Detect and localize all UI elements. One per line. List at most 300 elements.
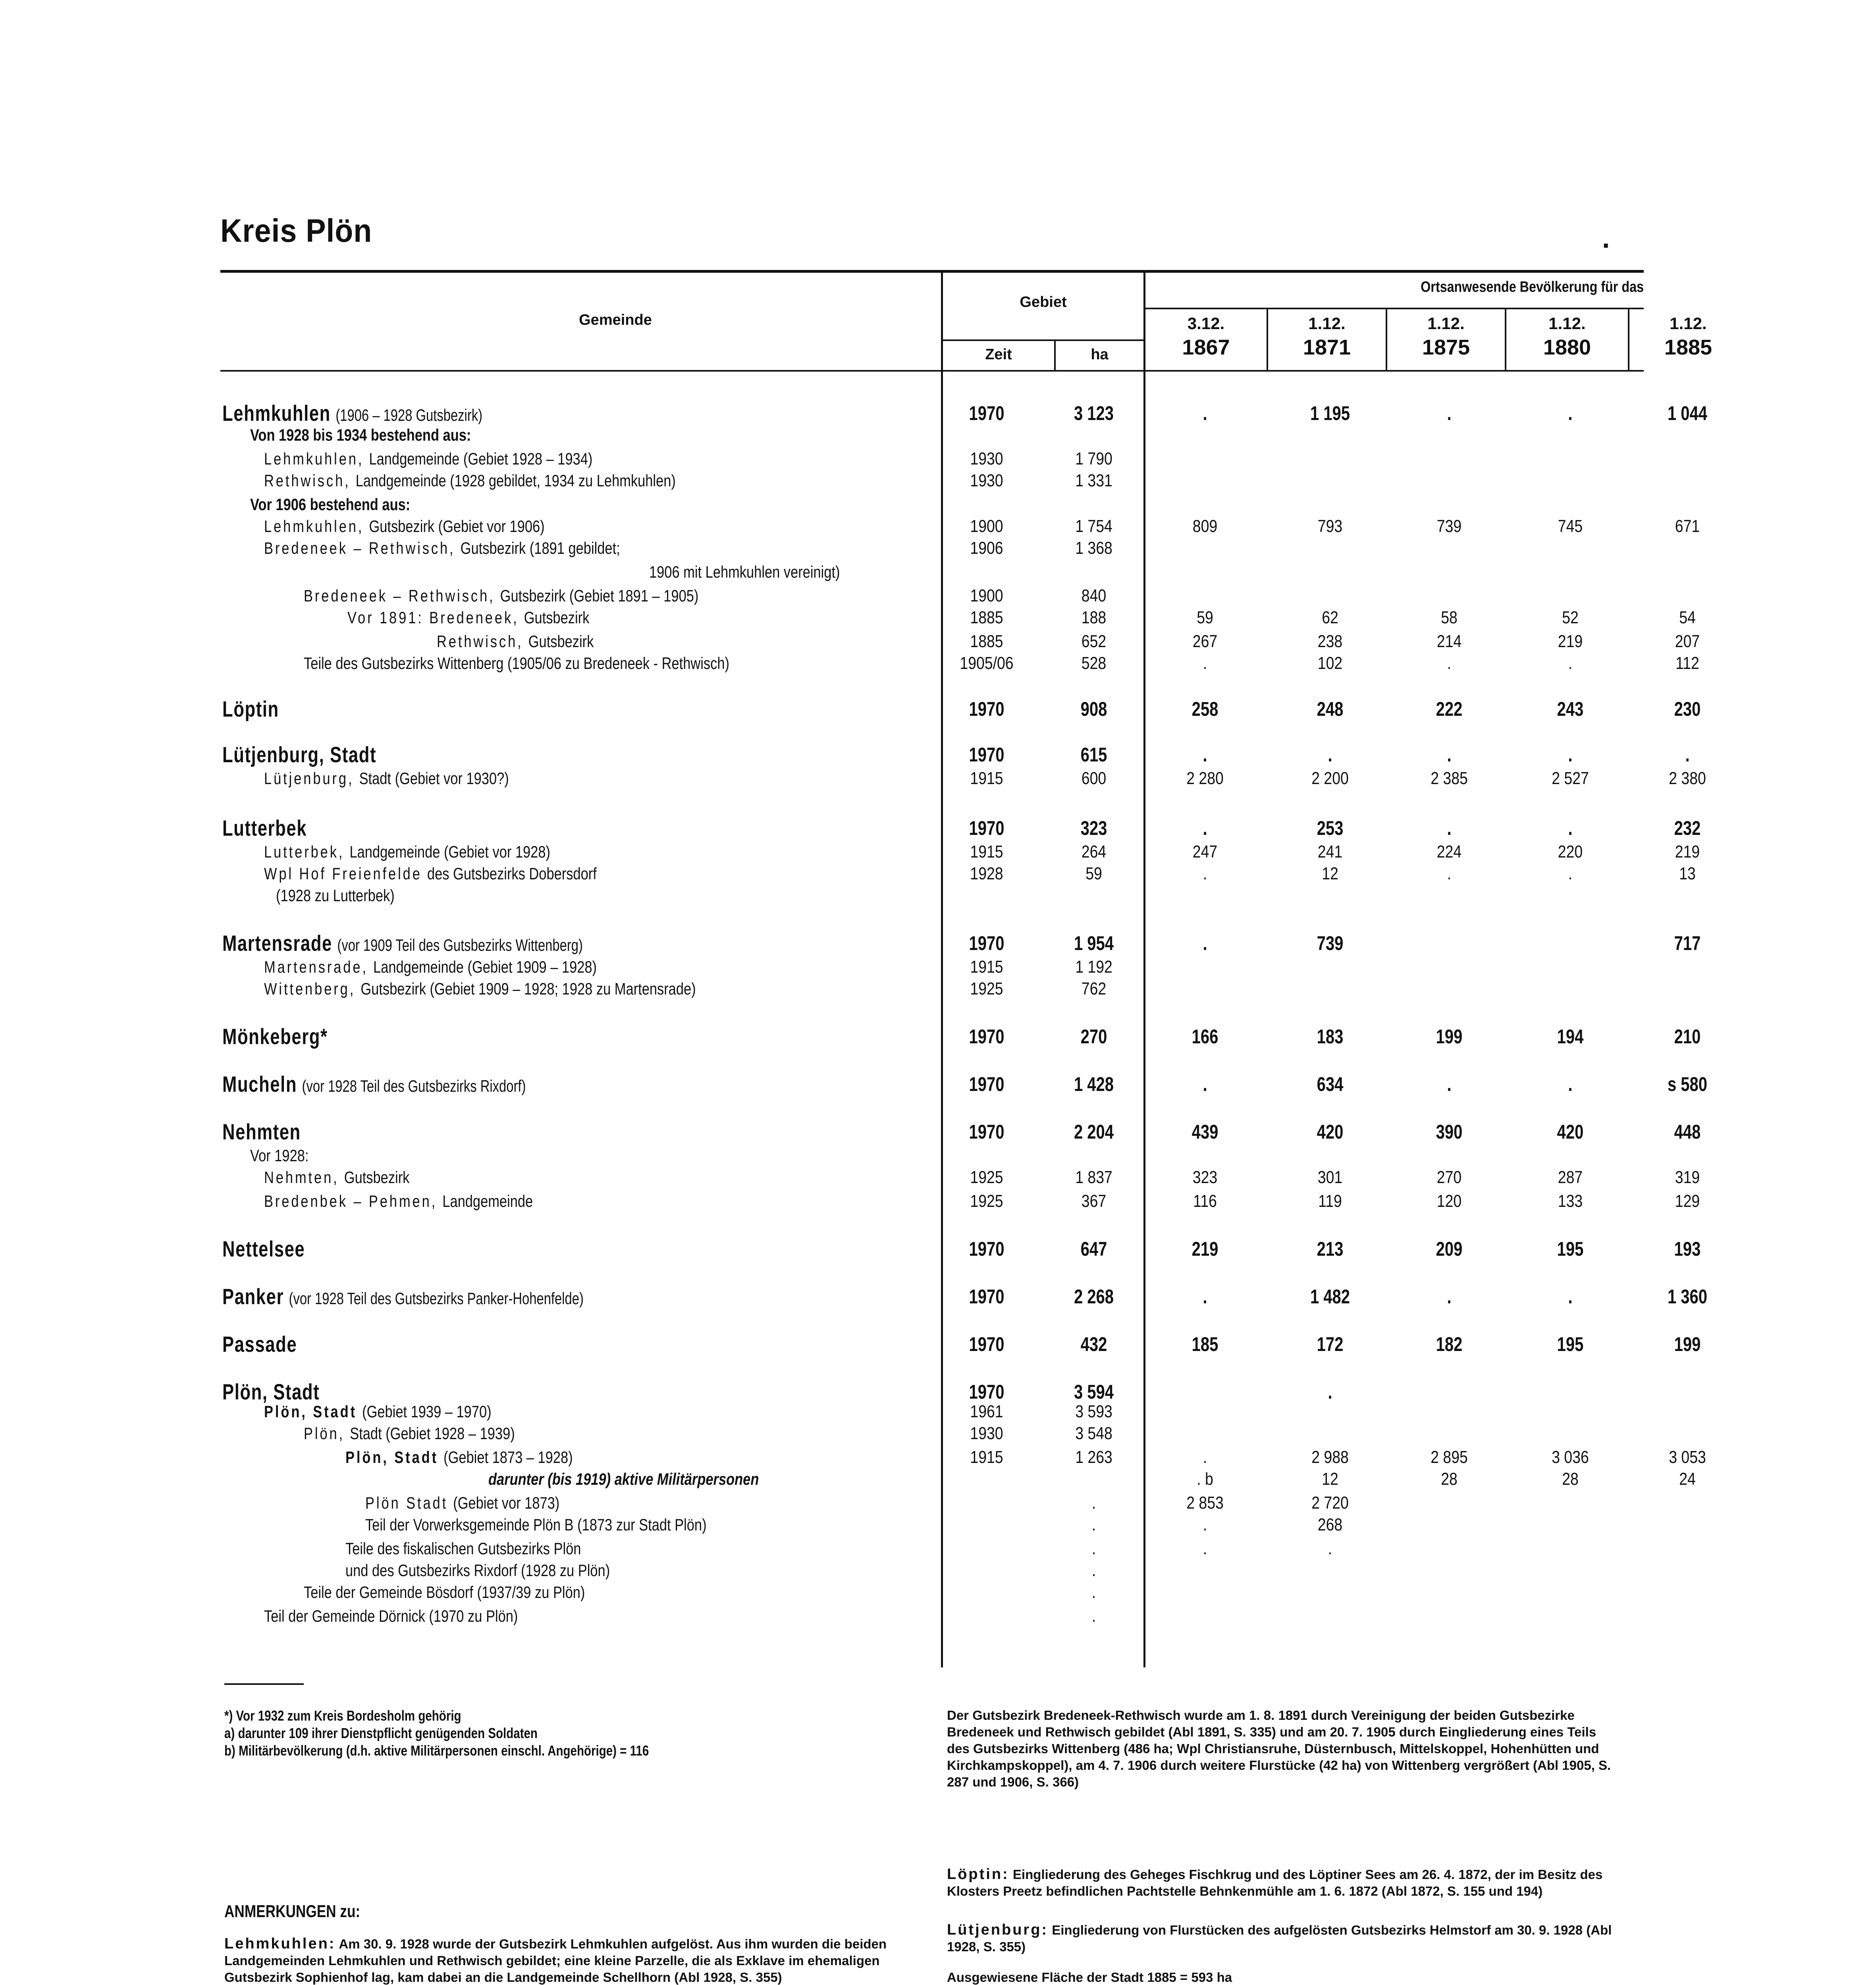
- cell-v4: 195: [1557, 1238, 1584, 1260]
- gemeinde-note: Gutsbezirk (Gebiet 1891 – 1905): [500, 586, 699, 605]
- gemeinde-label: Von 1928 bis 1934 bestehend aus:: [250, 426, 471, 444]
- gemeinde-label: Teil der Gemeinde Dörnick (1970 zu Plön): [264, 1607, 518, 1625]
- cell-v2: 739: [1317, 932, 1344, 954]
- gemeinde-label: Lutterbek,: [264, 842, 345, 861]
- cell-zeit: 1925: [970, 1191, 1003, 1211]
- annotation-note: [947, 1866, 1622, 1900]
- gemeinde-label: Martensrade: [222, 931, 332, 956]
- cell-zeit: 1900: [970, 516, 1003, 536]
- cell-zeit: 1970: [969, 1025, 1005, 1048]
- gemeinde-name: [304, 584, 698, 608]
- gemeinde-label: Lütjenburg,: [264, 769, 354, 788]
- gemeinde-name: [264, 1165, 409, 1190]
- gemeinde-name: [222, 1237, 305, 1261]
- table-row: [0, 1284, 1876, 1309]
- cell-v5: 54: [1679, 608, 1696, 627]
- gemeinde-name: [488, 1467, 759, 1492]
- cell-v2: 62: [1322, 608, 1338, 627]
- cell-v2: 1 195: [1310, 402, 1350, 424]
- cell-zeit: 1970: [969, 1285, 1005, 1308]
- header-date-2: 1.12. 1871: [1303, 314, 1351, 359]
- cell-v4: 219: [1558, 632, 1583, 651]
- gemeinde-name: [304, 651, 729, 676]
- cell-v3: 199: [1436, 1025, 1463, 1048]
- gemeinde-note: Gutsbezirk: [528, 632, 594, 651]
- cell-ha: 1 954: [1074, 932, 1114, 954]
- table-row: [0, 468, 1876, 493]
- cell-v5: 319: [1675, 1168, 1700, 1187]
- cell-v4: .: [1568, 1073, 1573, 1095]
- header-date-1: 3.12. 1867: [1182, 314, 1230, 359]
- gemeinde-name: [276, 883, 395, 908]
- cell-v3: 28: [1441, 1469, 1458, 1489]
- gemeinde-name: [437, 629, 594, 654]
- cell-v2: 634: [1317, 1073, 1344, 1095]
- gemeinde-label: Passade: [222, 1332, 297, 1357]
- table-row: [0, 977, 1876, 1001]
- table-row: [0, 1513, 1876, 1537]
- annotation-text: Am 30. 9. 1928 wurde der Gutsbezirk Lehmkuhlen aufgelöst. Aus ihm wurden die beiden Landgemeinden Lehmkuhlen und Rethwisch gebildet; eine kleine Parzelle, die als Exklave im ehemaligen Gutsbezirk Sophienhof lag, kam dabei an die Landgemeinde Schellhorn (Abl 1928, S. 355): [224, 1937, 887, 1985]
- cell-v2: 2 720: [1311, 1493, 1349, 1513]
- gemeinde-label: Vor 1928:: [250, 1146, 309, 1165]
- table-row: [0, 605, 1876, 630]
- cell-zeit: 1930: [970, 449, 1003, 468]
- cell-v3: 58: [1441, 608, 1458, 627]
- header-bevoelkerung: Ortsanwesende Bevölkerung für das: [1421, 279, 1644, 295]
- annotation-text: Ausgewiesene Fläche der Stadt 1885 = 593 ha: [947, 1970, 1232, 1985]
- table-row: [0, 1445, 1876, 1470]
- cell-v4: .: [1568, 402, 1573, 424]
- cell-zeit: 1970: [969, 744, 1005, 766]
- cell-v5: 207: [1675, 632, 1700, 651]
- cell-zeit: 1930: [970, 1424, 1003, 1443]
- cell-v3: 2 895: [1431, 1447, 1468, 1467]
- cell-zeit: 1970: [969, 698, 1005, 720]
- cell-zeit: 1925: [970, 1168, 1003, 1187]
- table-row: [0, 861, 1876, 886]
- cell-v5: 1 044: [1667, 402, 1708, 424]
- gemeinde-label: und des Gutsbezirks Rixdorf (1928 zu Plön): [345, 1561, 610, 1580]
- gemeinde-label: Teile des fiskalischen Gutsbezirks Plön: [345, 1539, 581, 1558]
- cell-v1: .: [1203, 744, 1207, 766]
- cell-v3: .: [1447, 744, 1452, 766]
- cell-v3: 214: [1436, 632, 1462, 651]
- annotation-label: Löptin:: [947, 1866, 1009, 1883]
- cell-zeit: 1928: [970, 864, 1003, 883]
- cell-ha: 59: [1085, 864, 1102, 883]
- gemeinde-label: Plön,: [304, 1424, 345, 1443]
- gemeinde-note: Gutsbezirk: [344, 1168, 410, 1187]
- gemeinde-label: Lehmkuhlen,: [264, 449, 364, 468]
- cell-v5: 717: [1674, 932, 1701, 954]
- gemeinde-name: [222, 931, 583, 958]
- gemeinde-label: Vor 1891: Bredeneek,: [347, 608, 519, 627]
- cell-zeit: 1970: [969, 817, 1005, 839]
- table-row: [0, 651, 1876, 676]
- table-row: [0, 1558, 1876, 1583]
- cell-zeit: 1885: [970, 608, 1003, 627]
- header-zeit: Zeit: [985, 346, 1012, 363]
- table-row: [0, 536, 1876, 561]
- cell-zeit: 1961: [970, 1402, 1003, 1421]
- gemeinde-label: Bredeneek – Rethwisch,: [304, 586, 495, 605]
- gemeinde-label: Plön, Stadt: [345, 1448, 438, 1467]
- cell-ha: .: [1091, 1493, 1096, 1513]
- cell-v1: .: [1203, 1539, 1207, 1558]
- table-row: [0, 492, 1876, 517]
- cell-zeit: 1970: [969, 1121, 1005, 1143]
- cell-v3: .: [1447, 864, 1452, 883]
- cell-v4: 194: [1557, 1025, 1584, 1048]
- table-row: [0, 447, 1876, 471]
- cell-v4: 287: [1558, 1168, 1583, 1187]
- cell-ha: 528: [1081, 653, 1107, 673]
- cell-v4: 52: [1562, 608, 1579, 627]
- cell-zeit: 1930: [970, 471, 1003, 490]
- gemeinde-note: (Gebiet 1873 – 1928): [443, 1448, 573, 1467]
- footnote-b: b) Militärbevölkerung (d.h. aktive Militärpersonen einschl. Angehörige) = 116: [224, 1742, 649, 1759]
- cell-v3: .: [1447, 402, 1452, 424]
- gemeinde-note: Landgemeinde (Gebiet vor 1928): [349, 842, 550, 861]
- table-row: [0, 1604, 1876, 1628]
- cell-v1: .: [1203, 932, 1207, 954]
- gemeinde-label: Rethwisch,: [264, 471, 351, 490]
- cell-v1: 166: [1192, 1025, 1219, 1048]
- annotation-note: [947, 1969, 1622, 1985]
- cell-v2: 102: [1317, 653, 1343, 673]
- gemeinde-name: [264, 1399, 492, 1424]
- table-row: [0, 1024, 1876, 1049]
- annotation-label: Lütjenburg:: [947, 1921, 1049, 1938]
- gemeinde-label: Vor 1906 bestehend aus:: [250, 495, 411, 514]
- cell-v4: .: [1568, 744, 1573, 766]
- cell-v5: 3 053: [1669, 1447, 1706, 1467]
- gemeinde-name: [264, 1604, 518, 1628]
- gemeinde-name: [222, 1120, 301, 1144]
- cell-ha: 1 192: [1075, 957, 1112, 977]
- gemeinde-label: Plön, Stadt: [264, 1402, 357, 1421]
- gemeinde-name: [250, 1143, 308, 1168]
- cell-v1: 2 280: [1186, 769, 1224, 788]
- cell-ha: 652: [1081, 632, 1107, 651]
- cell-v4: 28: [1562, 1469, 1579, 1489]
- gemeinde-label: Mucheln: [222, 1072, 297, 1097]
- cell-ha: 188: [1081, 608, 1107, 627]
- cell-v3: 209: [1436, 1238, 1463, 1260]
- gemeinde-note: Gutsbezirk (Gebiet 1909 – 1928; 1928 zu Martensrade): [361, 979, 696, 998]
- gemeinde-name: [222, 1284, 584, 1311]
- cell-v5: 13: [1679, 864, 1696, 883]
- cell-ha: 1 837: [1075, 1168, 1112, 1187]
- cell-ha: 1 368: [1075, 538, 1112, 558]
- cell-v2: 253: [1317, 817, 1344, 839]
- cell-v1: 247: [1192, 842, 1218, 861]
- cell-ha: 762: [1081, 979, 1107, 998]
- footnote-star: *) Vor 1932 zum Kreis Bordesholm gehörig: [224, 1707, 461, 1724]
- cell-v4: .: [1568, 1285, 1573, 1308]
- cell-v1: .: [1203, 402, 1207, 424]
- gemeinde-label: Lutterbek: [222, 815, 307, 840]
- table-row: [0, 1072, 1876, 1097]
- cell-v5: 129: [1675, 1191, 1700, 1211]
- cell-zeit: 1970: [969, 932, 1005, 954]
- cell-zeit: 1906: [970, 538, 1003, 558]
- cell-v2: 119: [1318, 1191, 1342, 1211]
- cell-ha: 647: [1080, 1238, 1107, 1260]
- cell-v2: 2 200: [1311, 769, 1349, 788]
- gemeinde-label: Bredeneek – Rethwisch,: [264, 539, 455, 557]
- table-row: [0, 560, 1876, 584]
- cell-v2: 238: [1317, 632, 1343, 651]
- table-row: [0, 742, 1876, 767]
- header-date-4: 1.12. 1880: [1543, 314, 1591, 359]
- cell-v4: 2 527: [1552, 769, 1589, 788]
- cell-v1: 185: [1192, 1333, 1219, 1355]
- cell-zeit: 1970: [969, 1381, 1005, 1403]
- header-gebiet: Gebiet: [1020, 294, 1067, 310]
- cell-ha: .: [1091, 1561, 1096, 1580]
- cell-v4: 243: [1557, 698, 1584, 720]
- header-gemeinde: Gemeinde: [579, 312, 652, 328]
- cell-v3: 2 385: [1431, 769, 1468, 788]
- cell-ha: 1 263: [1075, 1447, 1112, 1467]
- cell-v2: 213: [1317, 1238, 1344, 1260]
- cell-ha: 3 594: [1074, 1381, 1114, 1403]
- gemeinde-note: Landgemeinde (1928 gebildet, 1934 zu Lehmkuhlen): [355, 471, 676, 490]
- cell-ha: 840: [1081, 586, 1107, 605]
- cell-v3: .: [1447, 1073, 1452, 1095]
- gemeinde-name: [264, 468, 676, 493]
- cell-v3: .: [1447, 1285, 1452, 1308]
- table-row: [0, 1399, 1876, 1424]
- cell-v4: 420: [1557, 1121, 1584, 1143]
- cell-v2: 1 482: [1310, 1285, 1350, 1308]
- annotation-note: [224, 1935, 887, 1985]
- cell-v1: .: [1203, 864, 1207, 883]
- cell-ha: 367: [1081, 1191, 1107, 1211]
- cell-ha: 3 593: [1075, 1402, 1112, 1421]
- gebiet-subhead-rule: [941, 339, 1145, 341]
- cell-ha: 1 331: [1075, 471, 1112, 490]
- cell-v1: 219: [1192, 1238, 1219, 1260]
- table-row: [0, 423, 1876, 447]
- gemeinde-name: [222, 1024, 328, 1049]
- gemeinde-name: [264, 861, 597, 886]
- gemeinde-name: [222, 1332, 297, 1357]
- table-row: [0, 1467, 1876, 1492]
- table-row: [0, 931, 1876, 956]
- cell-v5: 230: [1674, 698, 1701, 720]
- cell-ha: 908: [1080, 698, 1107, 720]
- cell-v5: 232: [1674, 817, 1701, 839]
- gemeinde-label: Lehmkuhlen: [222, 401, 331, 426]
- gemeinde-name: [264, 977, 696, 1001]
- table-row: [0, 584, 1876, 608]
- cell-v4: .: [1568, 817, 1573, 839]
- table-row: [0, 1536, 1876, 1561]
- cell-ha: 600: [1081, 769, 1107, 788]
- gemeinde-note: (Gebiet 1939 – 1970): [362, 1402, 492, 1421]
- cell-v5: 24: [1679, 1469, 1696, 1489]
- header-date-5: 1.12. 1885: [1664, 314, 1712, 359]
- gemeinde-note: Gutsbezirk (1891 gebildet;: [460, 539, 620, 557]
- cell-zeit: 1905/06: [960, 653, 1014, 673]
- gemeinde-note: des Gutsbezirks Dobersdorf: [427, 864, 597, 883]
- cell-v1: .: [1203, 1515, 1207, 1534]
- title-mark: .: [1602, 223, 1610, 254]
- cell-v5: 193: [1674, 1238, 1701, 1260]
- cell-v5: 112: [1675, 653, 1699, 673]
- gemeinde-name: [649, 560, 840, 584]
- cell-zeit: 1915: [970, 842, 1003, 861]
- gemeinde-name: [250, 423, 471, 447]
- cell-zeit: 1915: [970, 1447, 1003, 1467]
- table-row: [0, 1580, 1876, 1605]
- cell-zeit: 1970: [969, 1073, 1005, 1095]
- cell-v1: 323: [1192, 1168, 1218, 1187]
- cell-v3: 224: [1436, 842, 1462, 861]
- gemeinde-note: Stadt (Gebiet 1928 – 1939): [350, 1424, 515, 1443]
- cell-v5: .: [1685, 744, 1690, 766]
- gemeinde-label: Wpl Hof Freienfelde: [264, 864, 422, 883]
- gemeinde-label: Mönkeberg*: [222, 1024, 328, 1049]
- cell-v1: .: [1203, 1447, 1207, 1467]
- cell-v5: 210: [1674, 1025, 1701, 1048]
- table-row: [0, 1189, 1876, 1214]
- gemeinde-name: [304, 1421, 515, 1446]
- table-row: [0, 514, 1876, 539]
- cell-v1: .: [1203, 817, 1207, 839]
- gemeinde-note: (Gebiet vor 1873): [453, 1494, 560, 1512]
- cell-zeit: 1900: [970, 586, 1003, 605]
- cell-ha: .: [1091, 1606, 1096, 1626]
- cell-ha: 3 548: [1075, 1424, 1112, 1443]
- cell-v5: 199: [1674, 1333, 1701, 1355]
- cell-v4: 133: [1558, 1191, 1583, 1211]
- gemeinde-note: Gutsbezirk: [524, 608, 590, 627]
- cell-v4: .: [1568, 864, 1573, 883]
- table-row: [0, 766, 1876, 791]
- table-row: [0, 955, 1876, 979]
- cell-v2: 172: [1317, 1333, 1344, 1355]
- cell-v1: 258: [1192, 698, 1219, 720]
- cell-v2: 2 988: [1311, 1447, 1349, 1467]
- cell-v5: s 580: [1667, 1073, 1708, 1095]
- table-row: [0, 1120, 1876, 1144]
- annotation-note: [947, 1921, 1622, 1955]
- footnote-a: a) darunter 109 ihrer Dienstpflicht genügenden Soldaten: [224, 1725, 538, 1741]
- cell-zeit: 1970: [969, 1238, 1005, 1260]
- cell-ha: 323: [1080, 817, 1107, 839]
- gemeinde-name: [365, 1491, 559, 1515]
- header-ha: ha: [1091, 346, 1109, 363]
- cell-v4: 745: [1558, 516, 1583, 536]
- table-row: [0, 1491, 1876, 1515]
- cell-v3: 120: [1436, 1191, 1462, 1211]
- gemeinde-name: [345, 1445, 573, 1470]
- table-row: [0, 816, 1876, 840]
- cell-v1: . b: [1197, 1469, 1213, 1489]
- cell-v2: .: [1328, 1381, 1332, 1403]
- gemeinde-name: [264, 514, 545, 539]
- gemeinde-note: (vor 1909 Teil des Gutsbezirks Wittenberg): [337, 936, 583, 954]
- gemeinde-note: (1906 – 1928 Gutsbezirk): [335, 406, 483, 424]
- gemeinde-label: Plön, Stadt: [222, 1379, 320, 1404]
- cell-ha: 3 123: [1074, 402, 1114, 424]
- cell-v3: 270: [1436, 1168, 1462, 1187]
- cell-ha: 2 268: [1074, 1285, 1114, 1308]
- header-bottom-rule: [220, 370, 1644, 372]
- bev-subhead-rule: [1143, 308, 1644, 309]
- cell-v3: .: [1447, 817, 1452, 839]
- gemeinde-label: darunter (bis 1919) aktive Militärpersonen: [488, 1470, 759, 1488]
- gemeinde-label: Bredenbek – Pehmen,: [264, 1192, 438, 1210]
- cell-ha: 1 754: [1075, 516, 1112, 536]
- cell-ha: .: [1091, 1539, 1096, 1558]
- gemeinde-label: Teile des Gutsbezirks Wittenberg (1905/06 zu Bredeneek - Rethwisch): [304, 654, 729, 673]
- annotation-text: Eingliederung des Geheges Fischkrug und des Löptiner Sees am 26. 4. 1872, der im Besitz des Klosters Preetz befindlichen Pachtstelle Behnkenmühle am 1. 6. 1872 (Abl 1872, S. 155 und 194): [947, 1867, 1603, 1898]
- cell-v2: .: [1328, 744, 1332, 766]
- cell-zeit: 1885: [970, 632, 1003, 651]
- cell-v1: 267: [1192, 632, 1218, 651]
- table-row: [0, 1165, 1876, 1190]
- cell-v3: 739: [1436, 516, 1462, 536]
- cell-v2: .: [1328, 1539, 1332, 1558]
- cell-v1: .: [1203, 1073, 1207, 1095]
- cell-ha: 1 790: [1075, 449, 1112, 468]
- table-row: [0, 883, 1876, 908]
- gemeinde-name: [222, 697, 279, 721]
- cell-v2: 183: [1317, 1025, 1344, 1048]
- cell-v4: 3 036: [1552, 1447, 1589, 1467]
- cell-ha: .: [1091, 1582, 1096, 1602]
- cell-v5: 219: [1675, 842, 1700, 861]
- cell-v1: .: [1203, 1285, 1207, 1308]
- gemeinde-label: Panker: [222, 1284, 284, 1309]
- gemeinde-label: Martensrade,: [264, 958, 368, 976]
- gemeinde-note: Gutsbezirk (Gebiet vor 1906): [369, 517, 545, 536]
- annotation-text: Der Gutsbezirk Bredeneek-Rethwisch wurde am 1. 8. 1891 durch Vereinigung der beiden Gutsbezirke Bredeneek und Rethwisch gebildet (Abl 1891, S. 335) und am 20. 7. 1905 durch Eingliederung eines Teils des Gutsbezirks Wittenberg (486 ha; Wpl Christiansruhe, Düsternbusch, Mittelskoppel, Hohenhütten und Kirchkampskoppel), am 4. 7. 1906 durch weitere Flurstücke (42 ha) von Wittenberg vergrößert (Abl 1905, S. 287 und 1906, S. 366): [947, 1708, 1611, 1789]
- cell-v2: 793: [1317, 516, 1343, 536]
- gemeinde-label: Nettelsee: [222, 1236, 305, 1261]
- cell-v1: .: [1203, 653, 1207, 673]
- gemeinde-name: [222, 742, 376, 767]
- cell-v4: 195: [1557, 1333, 1584, 1355]
- cell-ha: .: [1091, 1515, 1096, 1534]
- gemeinde-name: [264, 447, 592, 471]
- cell-ha: 432: [1080, 1333, 1107, 1355]
- gemeinde-name: [347, 605, 589, 630]
- table-row: [0, 1237, 1876, 1261]
- table-row: [0, 401, 1876, 426]
- gemeinde-label: 1906 mit Lehmkuhlen vereinigt): [649, 563, 840, 581]
- gemeinde-note: (vor 1928 Teil des Gutsbezirks Rixdorf): [302, 1077, 526, 1095]
- gemeinde-note: (vor 1928 Teil des Gutsbezirks Panker-Hohenfelde): [289, 1289, 584, 1308]
- gemeinde-label: Teil der Vorwerksgemeinde Plön B (1873 zur Stadt Plön): [365, 1515, 707, 1534]
- cell-zeit: 1970: [969, 402, 1005, 424]
- annotation-note: [947, 1707, 1622, 1790]
- gemeinde-name: [345, 1558, 610, 1583]
- cell-v3: 222: [1436, 698, 1463, 720]
- cell-v2: 420: [1317, 1121, 1344, 1143]
- cell-v2: 268: [1317, 1515, 1343, 1534]
- cell-v2: 241: [1317, 842, 1343, 861]
- cell-ha: 2 204: [1074, 1121, 1114, 1143]
- table-row: [0, 1143, 1876, 1168]
- table-row: [0, 629, 1876, 654]
- cell-v5: 448: [1674, 1121, 1701, 1143]
- gemeinde-label: Wittenberg,: [264, 979, 356, 998]
